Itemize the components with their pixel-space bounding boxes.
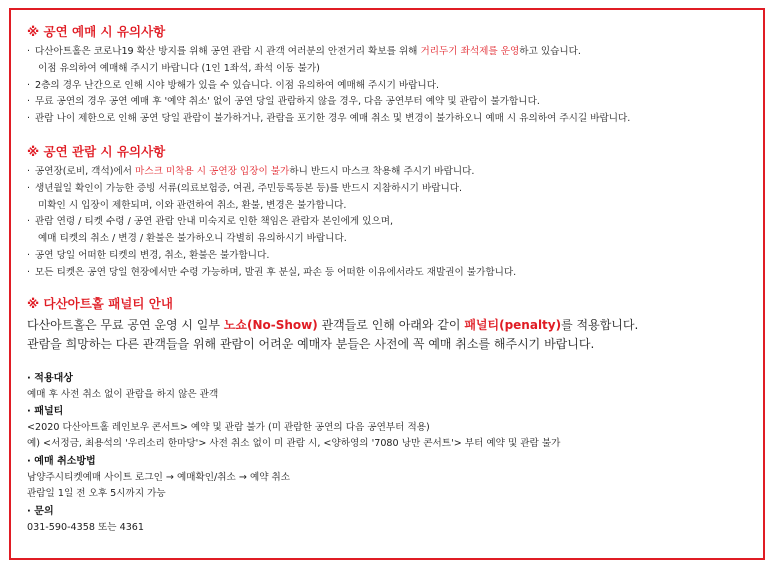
list-item: · 무료 공연의 경우 공연 예매 후 '예약 취소' 없이 공연 당일 관람하지 않을 경우, 다음 공연부터 예약 및 관람이 불가합니다. [27, 96, 540, 108]
section-title-booking: ※ 공연 예매 시 유의사항 [27, 24, 166, 39]
penalty-label: · 패널티 [27, 405, 64, 417]
contact-phone: 031-590-4358 또는 4361 [27, 521, 145, 533]
list-item: · 모든 티켓은 공연 당일 현장에서만 수령 가능하며, 발권 후 분실, 파손 등 어떠한 이유에서라도 재발권이 불가합니다. [27, 266, 517, 278]
no-show-highlight: 노쇼(No-Show) [223, 317, 318, 332]
section-title-penalty: ※ 다산아트홀 패널티 안내 [27, 295, 173, 311]
penalty-request: 관람을 희망하는 다른 관객들을 위해 관람이 어려운 예매자 분들은 사전에 꼭 예매 취소를 해주시기 바랍니다. [27, 336, 595, 351]
cancel-method-steps: 남양주시티켓예매 사이트 로그인 → 예매확인/취소 → 예약 취소 [27, 471, 291, 483]
list-item-continuation: 예매 티켓의 취소 / 변경 / 환불은 불가하오니 각별히 유의하시기 바랍니다. [38, 233, 347, 245]
target-label: · 적용대상 [27, 372, 73, 384]
notice-content [27, 24, 755, 536]
list-item-continuation: 이점 유의하여 예매해 주시기 바랍니다 (1인 1좌석, 좌석 이동 불가) [38, 62, 320, 74]
list-item-continuation: 미확인 시 입장이 제한되며, 이와 관련하여 취소, 환불, 변경은 불가합니다. [38, 199, 347, 211]
list-item: · 다산아트홀은 코로나19 확산 방지를 위해 공연 관람 시 관객 여러분의 안전거리 확보를 위해 거리두기 좌석제를 운영하고 있습니다. [27, 46, 581, 57]
cancel-deadline: 관람일 1일 전 오후 5시까지 가능 [27, 488, 166, 500]
list-item: · 관람 나이 제한으로 인해 공연 당일 관람이 불가하거나, 관람을 포기한 경우 예매 취소 및 변경이 불가하오니 예매 시 유의하여 주시길 바랍니다. [27, 113, 631, 125]
notice-frame [9, 8, 765, 560]
list-item: · 생년월일 확인이 가능한 증빙 서류(의료보험증, 여권, 주민등록등본 등)를 반드시 지참하시기 바랍니다. [27, 182, 463, 194]
penalty-example: 예) <서정금, 최용석의 '우리소리 한마당'> 사전 취소 없이 미 관람 시, <양하영의 '7080 낭만 콘서트'> 부터 예약 및 관람 불가 [27, 438, 561, 450]
highlight-text: 마스크 미착용 시 공연장 입장이 불가 [135, 165, 290, 177]
list-item: · 관람 연령 / 티켓 수령 / 공연 관람 안내 미숙지로 인한 책임은 관람자 본인에게 있으며, [27, 216, 394, 228]
list-item: · 공연 당일 어떠한 티켓의 변경, 취소, 환불은 불가합니다. [27, 249, 270, 261]
list-item: · 공연장(로비, 객석)에서 마스크 미착용 시 공연장 입장이 불가하니 반드시 마스크 착용해 주시기 바랍니다. [27, 165, 475, 177]
section-title-attendance: ※ 공연 관람 시 유의사항 [27, 143, 166, 159]
list-item: · 2층의 경우 난간으로 인해 시야 방해가 있을 수 있습니다. 이점 유의하여 예매해 주시기 바랍니다. [27, 79, 440, 91]
contact-label: · 문의 [27, 505, 54, 517]
cancel-method-label: · 예매 취소방법 [27, 455, 96, 467]
penalty-intro: 다산아트홀은 무료 공연 운영 시 일부 노쇼(No-Show) 관객들로 인해 아래와 같이 패널티(penalty)를 적용합니다. [27, 317, 639, 332]
highlight-text: 거리두기 좌석제를 운영 [420, 46, 520, 57]
penalty-value: <2020 다산아트홀 레인보우 콘서트> 예약 및 관람 불가 (미 관람한 공연의 다음 공연부터 적용) [27, 421, 430, 433]
penalty-highlight: 패널티(penalty) [464, 317, 562, 332]
target-value: 예매 후 사전 취소 없이 관람을 하지 않은 관객 [27, 388, 219, 400]
